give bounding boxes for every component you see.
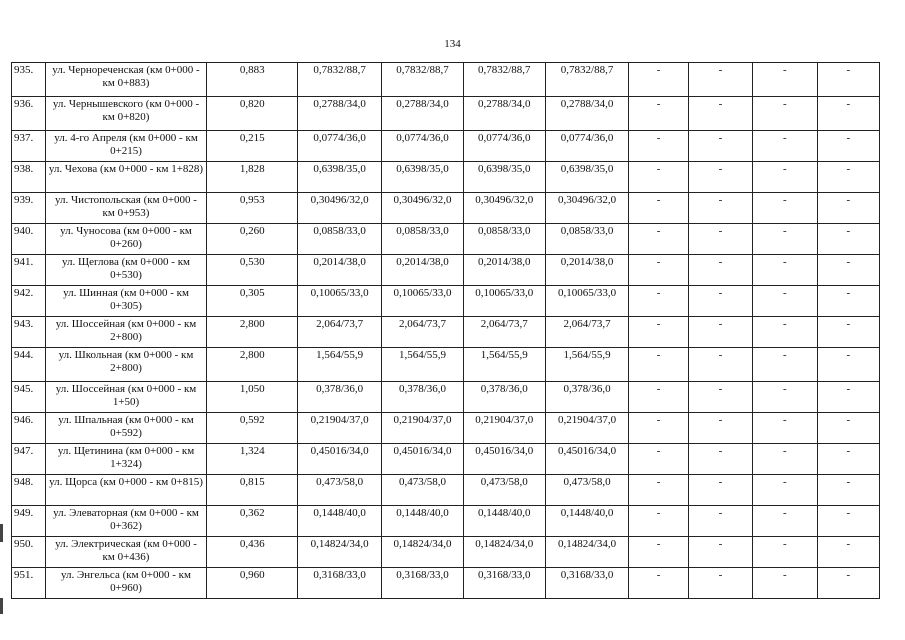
table-body <box>12 63 880 599</box>
dash-4: - <box>817 444 879 475</box>
dash-4: - <box>817 193 879 224</box>
dash-4: - <box>817 475 879 506</box>
row-number: 938. <box>12 162 46 193</box>
value-4: 0,3168/33,0 <box>545 568 629 599</box>
dash-3: - <box>753 506 817 537</box>
street-name: ул. Элеваторная (км 0+000 - км 0+362) <box>45 506 207 537</box>
value-3: 0,14824/34,0 <box>463 537 545 568</box>
roads-table <box>11 62 880 599</box>
value-2: 0,473/58,0 <box>382 475 464 506</box>
dash-1: - <box>629 444 688 475</box>
table-row <box>12 537 880 568</box>
dash-3: - <box>753 63 817 97</box>
value-3: 0,30496/32,0 <box>463 193 545 224</box>
value-3: 0,0858/33,0 <box>463 224 545 255</box>
dash-4: - <box>817 162 879 193</box>
value-2: 0,45016/34,0 <box>382 444 464 475</box>
length-km: 1,324 <box>207 444 298 475</box>
dash-2: - <box>688 224 752 255</box>
street-name: ул. Шинная (км 0+000 - км 0+305) <box>45 286 207 317</box>
dash-4: - <box>817 568 879 599</box>
length-km: 0,260 <box>207 224 298 255</box>
dash-3: - <box>753 348 817 382</box>
dash-1: - <box>629 568 688 599</box>
value-2: 0,6398/35,0 <box>382 162 464 193</box>
street-name: ул. Щетинина (км 0+000 - км 1+324) <box>45 444 207 475</box>
dash-1: - <box>629 317 688 348</box>
street-name: ул. Чехова (км 0+000 - км 1+828) <box>45 162 207 193</box>
table-row <box>12 286 880 317</box>
value-1: 0,0858/33,0 <box>298 224 382 255</box>
table-row <box>12 506 880 537</box>
dash-3: - <box>753 97 817 131</box>
dash-3: - <box>753 382 817 413</box>
value-3: 0,378/36,0 <box>463 382 545 413</box>
street-name: ул. Щеглова (км 0+000 - км 0+530) <box>45 255 207 286</box>
value-2: 0,10065/33,0 <box>382 286 464 317</box>
length-km: 0,530 <box>207 255 298 286</box>
dash-4: - <box>817 63 879 97</box>
row-number: 951. <box>12 568 46 599</box>
value-2: 0,14824/34,0 <box>382 537 464 568</box>
value-2: 0,378/36,0 <box>382 382 464 413</box>
value-4: 0,45016/34,0 <box>545 444 629 475</box>
value-2: 0,30496/32,0 <box>382 193 464 224</box>
table-row <box>12 193 880 224</box>
value-4: 0,30496/32,0 <box>545 193 629 224</box>
row-number: 949. <box>12 506 46 537</box>
value-2: 0,0858/33,0 <box>382 224 464 255</box>
dash-3: - <box>753 193 817 224</box>
value-2: 0,2014/38,0 <box>382 255 464 286</box>
value-1: 2,064/73,7 <box>298 317 382 348</box>
value-1: 0,473/58,0 <box>298 475 382 506</box>
value-1: 0,0774/36,0 <box>298 131 382 162</box>
row-number: 943. <box>12 317 46 348</box>
street-name: ул. Чуносова (км 0+000 - км 0+260) <box>45 224 207 255</box>
dash-1: - <box>629 348 688 382</box>
street-name: ул. Шоссейная (км 0+000 - км 2+800) <box>45 317 207 348</box>
length-km: 0,215 <box>207 131 298 162</box>
value-4: 0,21904/37,0 <box>545 413 629 444</box>
dash-2: - <box>688 506 752 537</box>
dash-1: - <box>629 382 688 413</box>
dash-2: - <box>688 413 752 444</box>
dash-4: - <box>817 97 879 131</box>
row-number: 940. <box>12 224 46 255</box>
dash-3: - <box>753 162 817 193</box>
dash-4: - <box>817 255 879 286</box>
dash-1: - <box>629 506 688 537</box>
value-1: 0,2014/38,0 <box>298 255 382 286</box>
street-name: ул. Школьная (км 0+000 - км 2+800) <box>45 348 207 382</box>
dash-2: - <box>688 255 752 286</box>
dash-2: - <box>688 286 752 317</box>
value-1: 0,30496/32,0 <box>298 193 382 224</box>
value-3: 2,064/73,7 <box>463 317 545 348</box>
dash-1: - <box>629 413 688 444</box>
value-3: 0,21904/37,0 <box>463 413 545 444</box>
dash-1: - <box>629 131 688 162</box>
table-row <box>12 413 880 444</box>
table-row <box>12 348 880 382</box>
value-3: 1,564/55,9 <box>463 348 545 382</box>
value-3: 0,2788/34,0 <box>463 97 545 131</box>
dash-4: - <box>817 317 879 348</box>
value-2: 0,21904/37,0 <box>382 413 464 444</box>
table-row <box>12 317 880 348</box>
value-1: 0,10065/33,0 <box>298 286 382 317</box>
table-row <box>12 224 880 255</box>
value-4: 0,473/58,0 <box>545 475 629 506</box>
street-name: ул. Шпальная (км 0+000 - км 0+592) <box>45 413 207 444</box>
value-4: 0,0774/36,0 <box>545 131 629 162</box>
dash-3: - <box>753 413 817 444</box>
value-4: 1,564/55,9 <box>545 348 629 382</box>
value-2: 0,7832/88,7 <box>382 63 464 97</box>
value-1: 0,21904/37,0 <box>298 413 382 444</box>
value-1: 0,14824/34,0 <box>298 537 382 568</box>
value-3: 0,6398/35,0 <box>463 162 545 193</box>
dash-2: - <box>688 537 752 568</box>
value-4: 0,0858/33,0 <box>545 224 629 255</box>
dash-3: - <box>753 537 817 568</box>
street-name: ул. 4-го Апреля (км 0+000 - км 0+215) <box>45 131 207 162</box>
value-1: 0,3168/33,0 <box>298 568 382 599</box>
dash-2: - <box>688 568 752 599</box>
dash-1: - <box>629 224 688 255</box>
dash-2: - <box>688 162 752 193</box>
value-1: 0,7832/88,7 <box>298 63 382 97</box>
value-2: 0,3168/33,0 <box>382 568 464 599</box>
table-row <box>12 97 880 131</box>
dash-2: - <box>688 131 752 162</box>
value-2: 1,564/55,9 <box>382 348 464 382</box>
dash-3: - <box>753 224 817 255</box>
street-name: ул. Шоссейная (км 0+000 - км 1+50) <box>45 382 207 413</box>
length-km: 0,362 <box>207 506 298 537</box>
length-km: 0,883 <box>207 63 298 97</box>
page-number: 134 <box>444 38 461 50</box>
dash-2: - <box>688 382 752 413</box>
value-4: 0,2788/34,0 <box>545 97 629 131</box>
dash-4: - <box>817 506 879 537</box>
row-number: 944. <box>12 348 46 382</box>
dash-4: - <box>817 413 879 444</box>
value-4: 0,378/36,0 <box>545 382 629 413</box>
value-4: 0,10065/33,0 <box>545 286 629 317</box>
length-km: 0,960 <box>207 568 298 599</box>
value-2: 0,2788/34,0 <box>382 97 464 131</box>
table-row <box>12 255 880 286</box>
dash-4: - <box>817 348 879 382</box>
value-3: 0,0774/36,0 <box>463 131 545 162</box>
table-row <box>12 382 880 413</box>
row-number: 941. <box>12 255 46 286</box>
dash-3: - <box>753 286 817 317</box>
value-1: 0,6398/35,0 <box>298 162 382 193</box>
value-3: 0,10065/33,0 <box>463 286 545 317</box>
street-name: ул. Энгельса (км 0+000 - км 0+960) <box>45 568 207 599</box>
row-number: 937. <box>12 131 46 162</box>
dash-2: - <box>688 63 752 97</box>
dash-1: - <box>629 193 688 224</box>
value-2: 0,0774/36,0 <box>382 131 464 162</box>
street-name: ул. Чистопольская (км 0+000 - км 0+953) <box>45 193 207 224</box>
scan-margin-mark <box>0 598 3 614</box>
length-km: 0,815 <box>207 475 298 506</box>
table-row <box>12 131 880 162</box>
value-1: 0,378/36,0 <box>298 382 382 413</box>
dash-2: - <box>688 193 752 224</box>
dash-1: - <box>629 97 688 131</box>
length-km: 2,800 <box>207 348 298 382</box>
value-1: 0,2788/34,0 <box>298 97 382 131</box>
dash-4: - <box>817 382 879 413</box>
dash-4: - <box>817 286 879 317</box>
length-km: 0,820 <box>207 97 298 131</box>
dash-1: - <box>629 537 688 568</box>
row-number: 948. <box>12 475 46 506</box>
dash-1: - <box>629 475 688 506</box>
street-name: ул. Щорса (км 0+000 - км 0+815) <box>45 475 207 506</box>
dash-2: - <box>688 444 752 475</box>
length-km: 0,592 <box>207 413 298 444</box>
dash-4: - <box>817 224 879 255</box>
dash-2: - <box>688 348 752 382</box>
length-km: 0,953 <box>207 193 298 224</box>
table-row <box>12 475 880 506</box>
dash-3: - <box>753 444 817 475</box>
length-km: 1,828 <box>207 162 298 193</box>
value-3: 0,7832/88,7 <box>463 63 545 97</box>
value-3: 0,3168/33,0 <box>463 568 545 599</box>
dash-4: - <box>817 131 879 162</box>
row-number: 939. <box>12 193 46 224</box>
dash-2: - <box>688 475 752 506</box>
table-row <box>12 63 880 97</box>
dash-3: - <box>753 475 817 506</box>
row-number: 947. <box>12 444 46 475</box>
row-number: 936. <box>12 97 46 131</box>
value-3: 0,45016/34,0 <box>463 444 545 475</box>
table-row <box>12 444 880 475</box>
street-name: ул. Чернореченская (км 0+000 - км 0+883) <box>45 63 207 97</box>
dash-1: - <box>629 162 688 193</box>
value-4: 0,14824/34,0 <box>545 537 629 568</box>
row-number: 942. <box>12 286 46 317</box>
dash-3: - <box>753 568 817 599</box>
dash-4: - <box>817 537 879 568</box>
value-1: 0,45016/34,0 <box>298 444 382 475</box>
value-4: 0,2014/38,0 <box>545 255 629 286</box>
dash-3: - <box>753 255 817 286</box>
street-name: ул. Чернышевского (км 0+000 - км 0+820) <box>45 97 207 131</box>
dash-3: - <box>753 317 817 348</box>
row-number: 945. <box>12 382 46 413</box>
value-3: 0,1448/40,0 <box>463 506 545 537</box>
value-3: 0,2014/38,0 <box>463 255 545 286</box>
value-2: 0,1448/40,0 <box>382 506 464 537</box>
table-row <box>12 568 880 599</box>
row-number: 946. <box>12 413 46 444</box>
dash-2: - <box>688 97 752 131</box>
length-km: 2,800 <box>207 317 298 348</box>
value-4: 0,6398/35,0 <box>545 162 629 193</box>
dash-1: - <box>629 286 688 317</box>
street-name: ул. Электрическая (км 0+000 - км 0+436) <box>45 537 207 568</box>
table-row <box>12 162 880 193</box>
dash-2: - <box>688 317 752 348</box>
dash-1: - <box>629 63 688 97</box>
value-4: 0,1448/40,0 <box>545 506 629 537</box>
scan-margin-mark <box>0 524 3 542</box>
value-4: 0,7832/88,7 <box>545 63 629 97</box>
value-2: 2,064/73,7 <box>382 317 464 348</box>
length-km: 0,436 <box>207 537 298 568</box>
length-km: 1,050 <box>207 382 298 413</box>
row-number: 935. <box>12 63 46 97</box>
value-1: 1,564/55,9 <box>298 348 382 382</box>
dash-3: - <box>753 131 817 162</box>
row-number: 950. <box>12 537 46 568</box>
value-3: 0,473/58,0 <box>463 475 545 506</box>
length-km: 0,305 <box>207 286 298 317</box>
dash-1: - <box>629 255 688 286</box>
value-4: 2,064/73,7 <box>545 317 629 348</box>
value-1: 0,1448/40,0 <box>298 506 382 537</box>
